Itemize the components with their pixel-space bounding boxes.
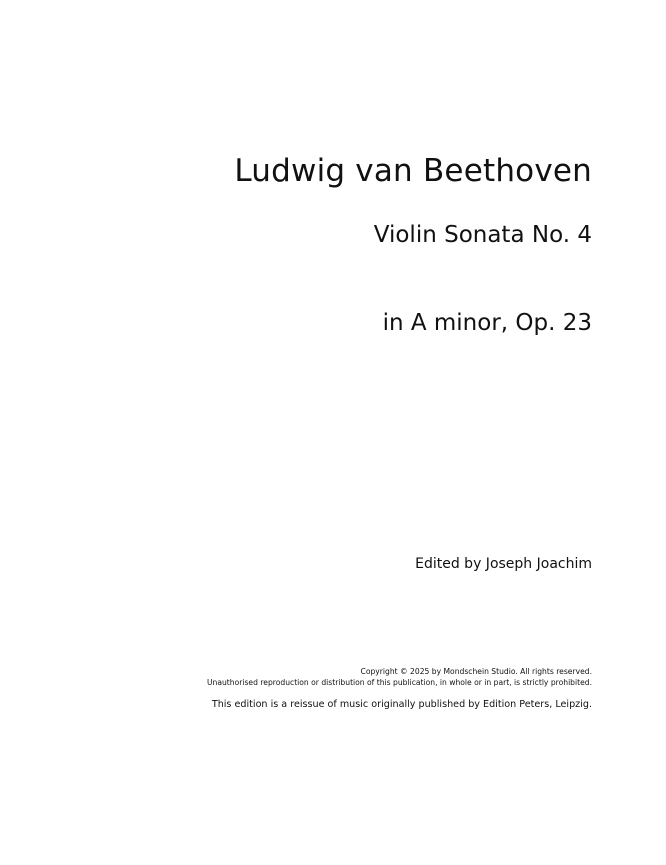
editor-credit: Edited by Joseph Joachim — [415, 556, 592, 572]
reissue-note: This edition is a reissue of music originally published by Edition Peters, Leipzig. — [211, 699, 592, 710]
work-subtitle: in A minor, Op. 23 — [382, 310, 592, 336]
work-title: Violin Sonata No. 4 — [373, 222, 592, 248]
composer-name: Ludwig van Beethoven — [234, 153, 592, 189]
copyright-line-1: Copyright © 2025 by Mondschein Studio. All rights reserved. — [360, 667, 592, 676]
copyright-notice — [207, 666, 592, 688]
copyright-line-2: Unauthorised reproduction or distribution of this publication, in whole or in part, is strictly prohibited. — [206, 678, 592, 687]
